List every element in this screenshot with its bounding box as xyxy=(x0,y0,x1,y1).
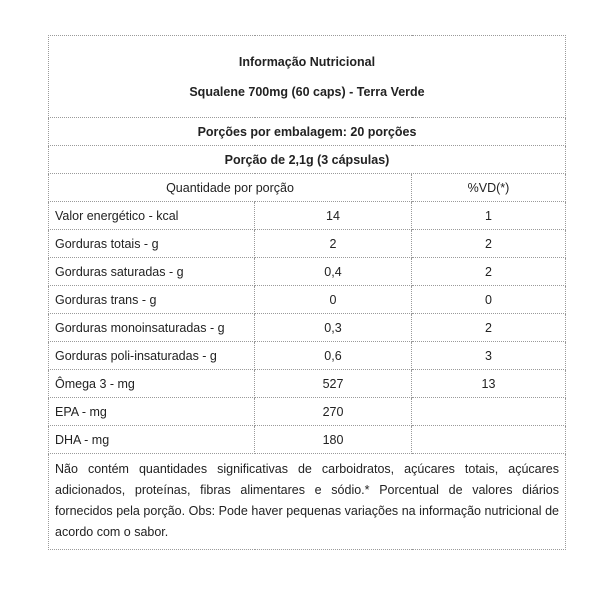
nutrient-dv: 1 xyxy=(412,202,566,230)
nutrient-name: Valor energético - kcal xyxy=(49,202,255,230)
servings-per-package: Porções por embalagem: 20 porções xyxy=(49,118,566,146)
table-row xyxy=(49,258,566,286)
product-name: Squalene 700mg (60 caps) - Terra Verde xyxy=(189,85,425,99)
nutrient-amount: 0,6 xyxy=(255,342,412,370)
nutrient-amount: 527 xyxy=(255,370,412,398)
nutrition-facts-table xyxy=(48,35,566,550)
nutrient-dv: 3 xyxy=(412,342,566,370)
nutrient-name: Gorduras poli-insaturadas - g xyxy=(49,342,255,370)
nutrient-amount: 0,3 xyxy=(255,314,412,342)
nutrient-dv: 2 xyxy=(412,230,566,258)
nutrient-amount: 14 xyxy=(255,202,412,230)
table-row xyxy=(49,426,566,454)
nutrient-dv: 0 xyxy=(412,286,566,314)
column-header-row xyxy=(49,174,566,202)
title-cell xyxy=(49,36,566,118)
table-row xyxy=(49,398,566,426)
nutrient-dv xyxy=(412,426,566,454)
table-row xyxy=(49,342,566,370)
nutrient-name: Gorduras saturadas - g xyxy=(49,258,255,286)
nutrient-amount: 2 xyxy=(255,230,412,258)
nutrient-amount: 0,4 xyxy=(255,258,412,286)
table-title: Informação Nutricional xyxy=(238,55,376,69)
servings-row xyxy=(49,118,566,146)
nutrient-dv: 2 xyxy=(412,314,566,342)
serving-size: Porção de 2,1g (3 cápsulas) xyxy=(49,146,566,174)
nutrient-name: Gorduras totais - g xyxy=(49,230,255,258)
nutrient-amount: 0 xyxy=(255,286,412,314)
nutrient-rows xyxy=(49,202,566,454)
serving-size-row xyxy=(49,146,566,174)
nutrient-dv: 13 xyxy=(412,370,566,398)
footnote-row xyxy=(49,454,566,550)
nutrient-name: EPA - mg xyxy=(49,398,255,426)
nutrient-dv: 2 xyxy=(412,258,566,286)
table-row xyxy=(49,286,566,314)
table-row xyxy=(49,202,566,230)
dv-header: %VD(*) xyxy=(412,174,566,202)
nutrient-name: Gorduras trans - g xyxy=(49,286,255,314)
table-row xyxy=(49,314,566,342)
footnote: Não contém quantidades significativas de carboidratos, açúcares totais, açúcares adicionados, proteínas, fibras alimentares e sódio.* Porcentual de valores diários fornecidos pela porção. Obs: Pode haver pequenas variações na informação nutricional de acordo com o sabor. xyxy=(49,454,566,550)
table-row xyxy=(49,370,566,398)
nutrient-amount: 180 xyxy=(255,426,412,454)
nutrient-amount: 270 xyxy=(255,398,412,426)
nutrient-name: Gorduras monoinsaturadas - g xyxy=(49,314,255,342)
title-row xyxy=(49,36,566,118)
nutrient-name: Ômega 3 - mg xyxy=(49,370,255,398)
nutrient-name: DHA - mg xyxy=(49,426,255,454)
quantity-header: Quantidade por porção xyxy=(49,174,412,202)
nutrient-dv xyxy=(412,398,566,426)
table-row xyxy=(49,230,566,258)
